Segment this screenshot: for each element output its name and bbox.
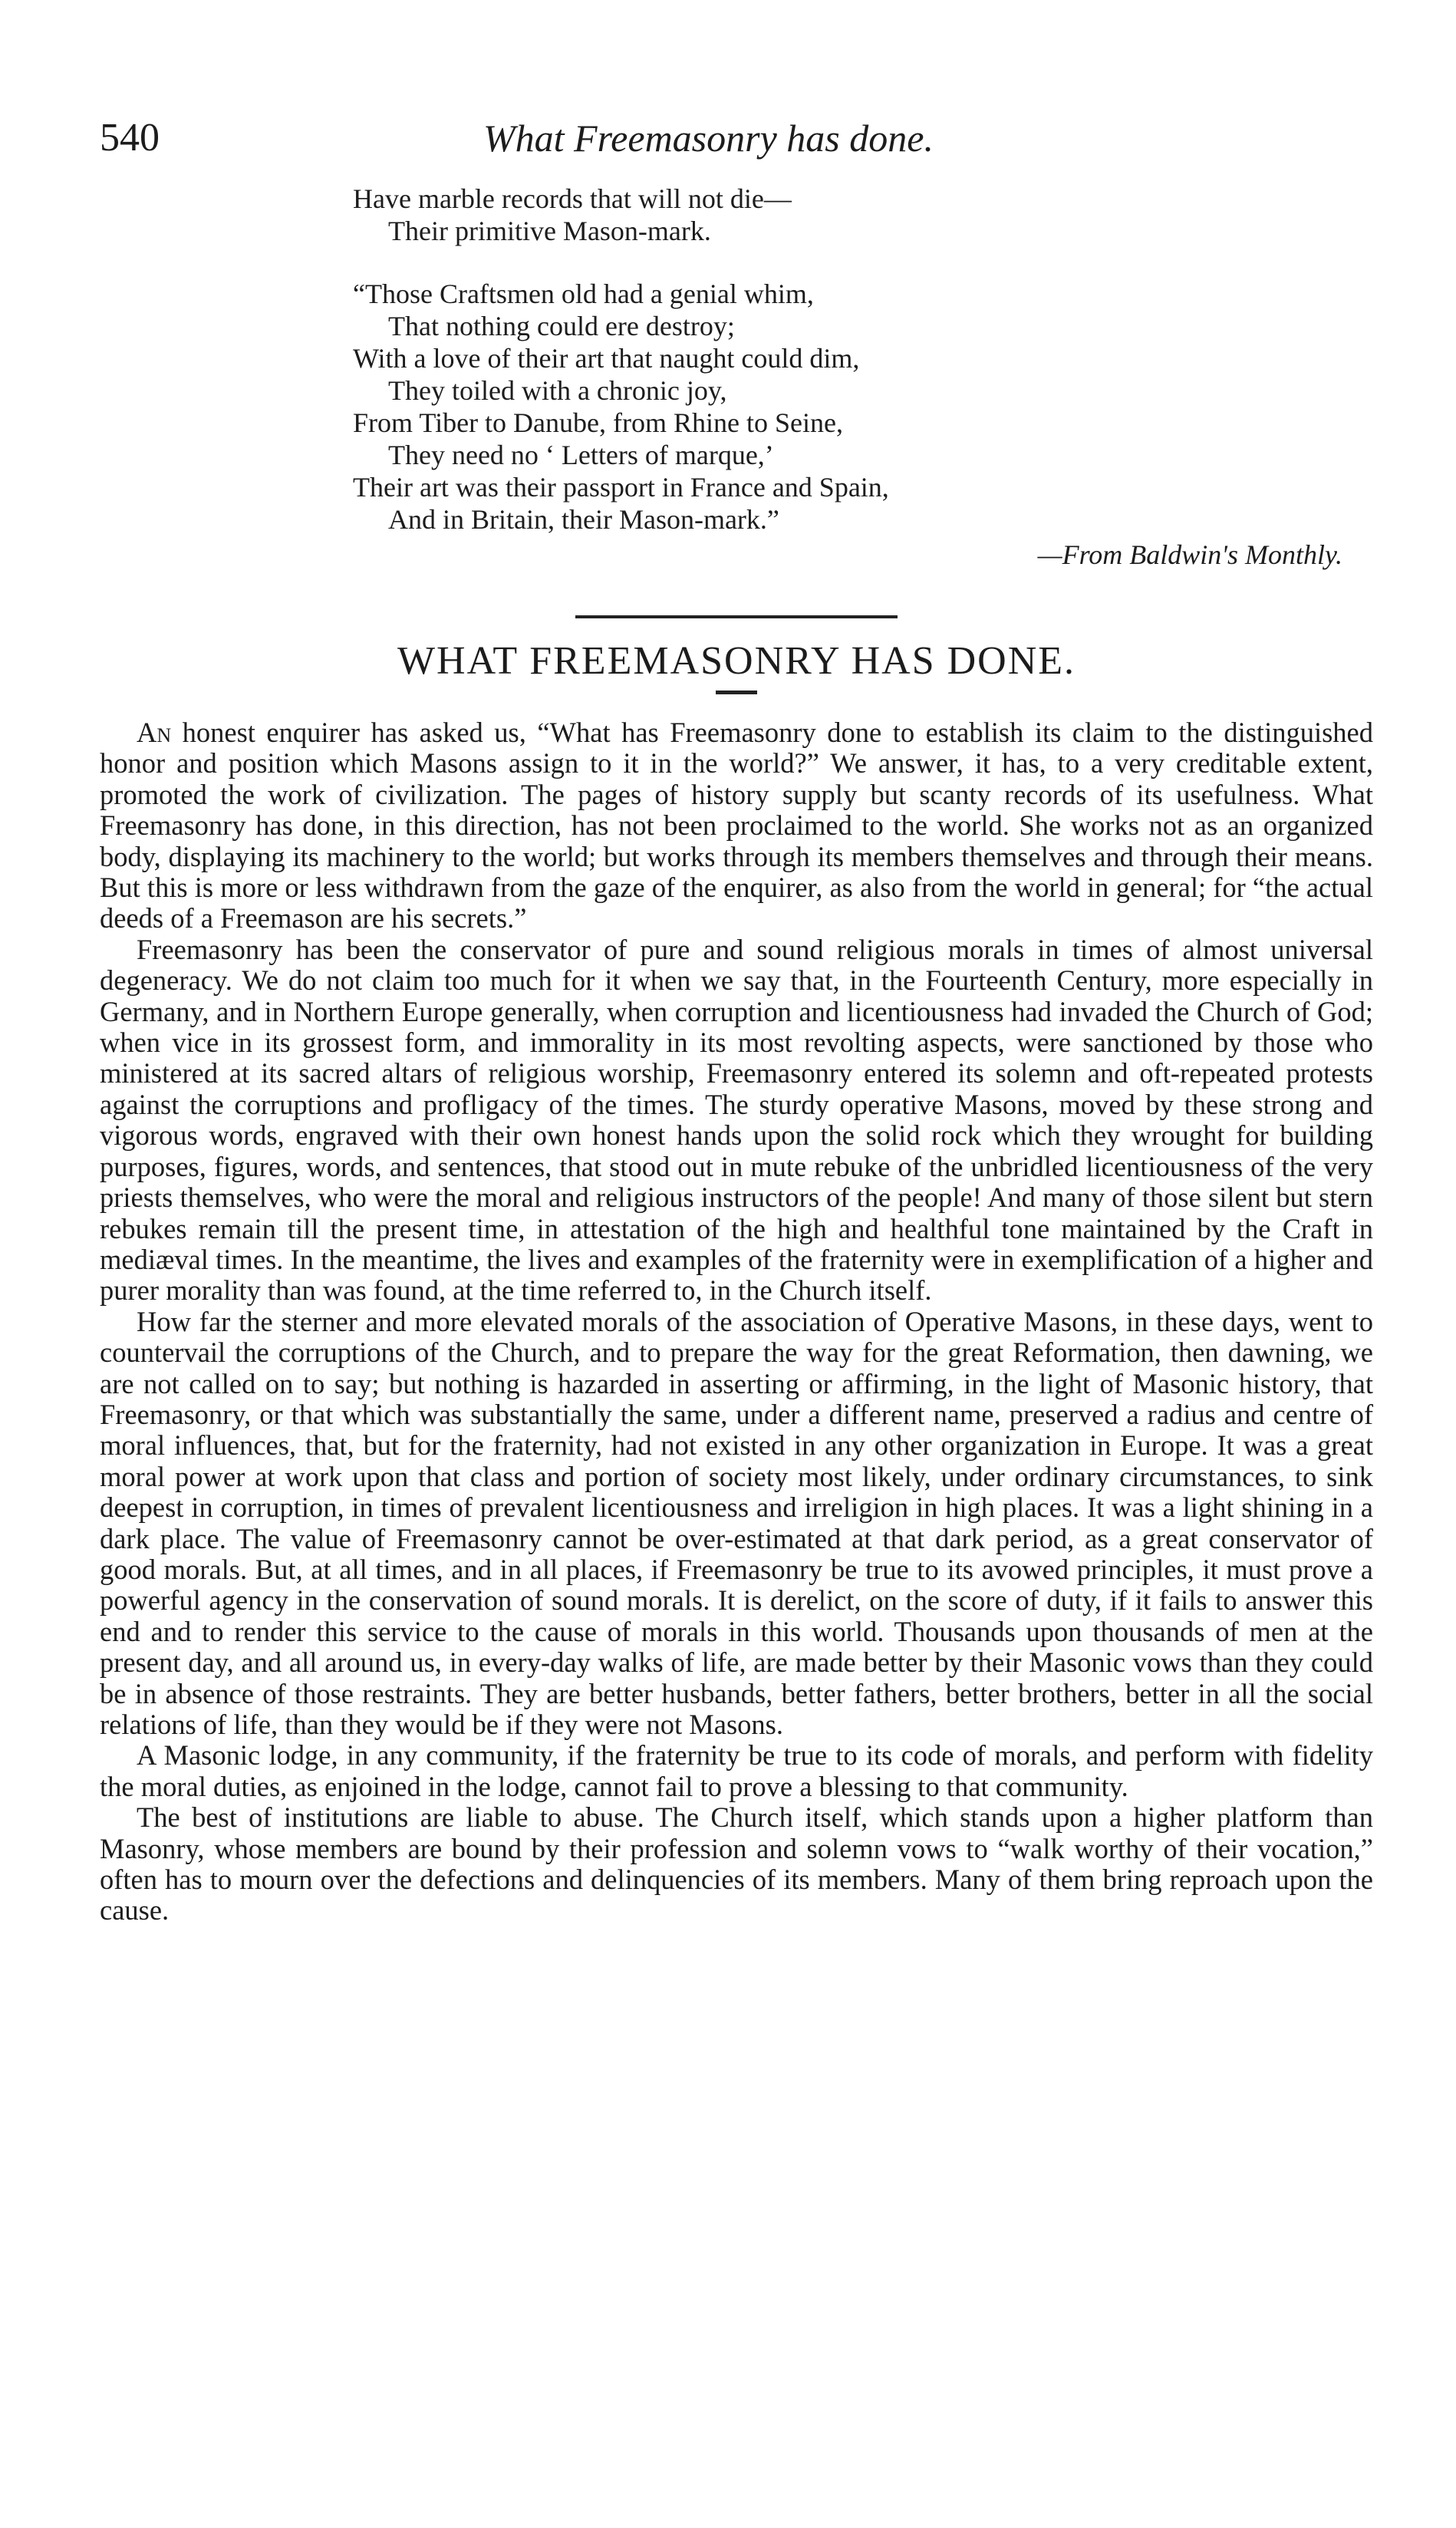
poem-attribution: —From Baldwin's Monthly. (1037, 539, 1342, 570)
poem-line: Their primitive Mason-mark. (388, 216, 711, 246)
poem-stanza (353, 183, 1373, 247)
book-page (100, 115, 1373, 1926)
poem-line: Their art was their passport in France and Spain, (353, 472, 889, 503)
paragraph-opening: An (137, 717, 172, 748)
section-divider (575, 615, 898, 618)
page-number: 540 (100, 116, 160, 160)
paragraph (100, 717, 1373, 934)
poem (353, 183, 1373, 536)
poem-line: They toiled with a chronic joy, (388, 375, 727, 406)
poem-line: “Those Craftsmen old had a genial whim, (353, 279, 814, 309)
title-underline (716, 691, 757, 694)
poem-stanza (353, 278, 1373, 536)
paragraph: A Masonic lodge, in any community, if the fraternity be true to its code of morals, and perform with fidelity the moral duties, as enjoined in the lodge, cannot fail to prove a blessing to that community. (100, 1739, 1373, 1802)
paragraph: Freemasonry has been the conservator of pure and sound religious morals in times of almost universal degeneracy. We do not claim too much for it when we say that, in the Fourteenth Century, more especially in Germany, and in Northern Europe generally, when corruption and licentiousness had invaded the Church of God; when vice in its grossest form, and immorality in its most revolting aspects, were sanctioned by those who ministered at its sacred altars of religious worship, Freemasonry entered its solemn and oft-repeated protests against the corruptions and profligacy of the times. The sturdy operative Masons, moved by these strong and vigorous words, engraved with their own honest hands upon the solid rock which they wrought for building purposes, figures, words, and sentences, that stood out in mute rebuke of the unbridled licentiousness of the very priests themselves, who were the moral and religious instructors of the people! And many of those silent but stern rebukes remain till the present time, in attestation of the high and healthful tone maintained by the Craft in mediæval times. In the meantime, the lives and examples of the fraternity were in exemplification of a higher and purer morality than was found, at the time referred to, in the Church itself. (100, 933, 1373, 1307)
article-body (100, 717, 1373, 1926)
poem-line: Have marble records that will not die— (353, 183, 792, 214)
poem-line: They need no ‘ Letters of marque,’ (388, 440, 774, 470)
article-title: WHAT FREEMASONRY HAS DONE. (397, 639, 1076, 683)
paragraph: The best of institutions are liable to abuse. The Church itself, which stands upon a higher platform than Masonry, whose members are bound by their profession and solemn vows to “walk worthy of their vocation,” often has to mourn over the defections and delinquencies of its members. Many of them bring reproach upon the cause. (100, 1801, 1373, 1926)
poem-line: And in Britain, their Mason-mark.” (388, 504, 779, 535)
poem-line: From Tiber to Danube, from Rhine to Seine, (353, 407, 843, 438)
poem-line: With a love of their art that naught could dim, (353, 343, 860, 374)
poem-line: That nothing could ere destroy; (388, 311, 735, 341)
running-title: What Freemasonry has done. (483, 117, 934, 160)
page-header (100, 115, 1373, 176)
paragraph-text: honest enquirer has asked us, “What has Freemasonry done to establish its claim to the distinguished honor and position which Masons assign to it in the world?” We answer, it has, to a very creditable extent, promoted the work of civilization. The pages of history supply but scanty records of its usefulness. What Freemasonry has done, in this direction, has not been proclaimed to the world. She works not as an organized body, displaying its machinery to the world; but works through its members themselves and through their means. But this is more or less withdrawn from the gaze of the enquirer, as also from the world in general; for “the actual deeds of a Freemason are his secrets.” (100, 717, 1374, 934)
paragraph: How far the sterner and more elevated morals of the association of Operative Masons, in these days, went to countervail the corruptions of the Church, and to prepare the way for the great Reformation, then dawning, we are not called on to say; but nothing is hazarded in asserting or affirming, in the light of Masonic history, that Freemasonry, or that which was substantially the same, under a different name, preserved a radius and centre of moral influences, that, but for the fraternity, had not existed in any other organization in Europe. It was a great moral power at work upon that class and portion of society most likely, under ordinary circumstances, to sink deepest in corruption, in times of prevalent licentiousness and irreligion in high places. It was a light shining in a dark place. The value of Freemasonry cannot be over-estimated at that dark period, as a great conservator of good morals. But, at all times, and in all places, if Freemasonry be true to its avowed principles, it must prove a powerful agency in the conservation of sound morals. It is derelict, on the score of duty, if it fails to answer this end and to render this service to the cause of morals in this world. Thousands upon thousands of men at the present day, and all around us, in every-day walks of life, are made better by their Masonic vows than they could be in absence of those restraints. They are better husbands, better fathers, better brothers, better in all the social relations of life, than they would be if they were not Masons. (100, 1305, 1373, 1740)
